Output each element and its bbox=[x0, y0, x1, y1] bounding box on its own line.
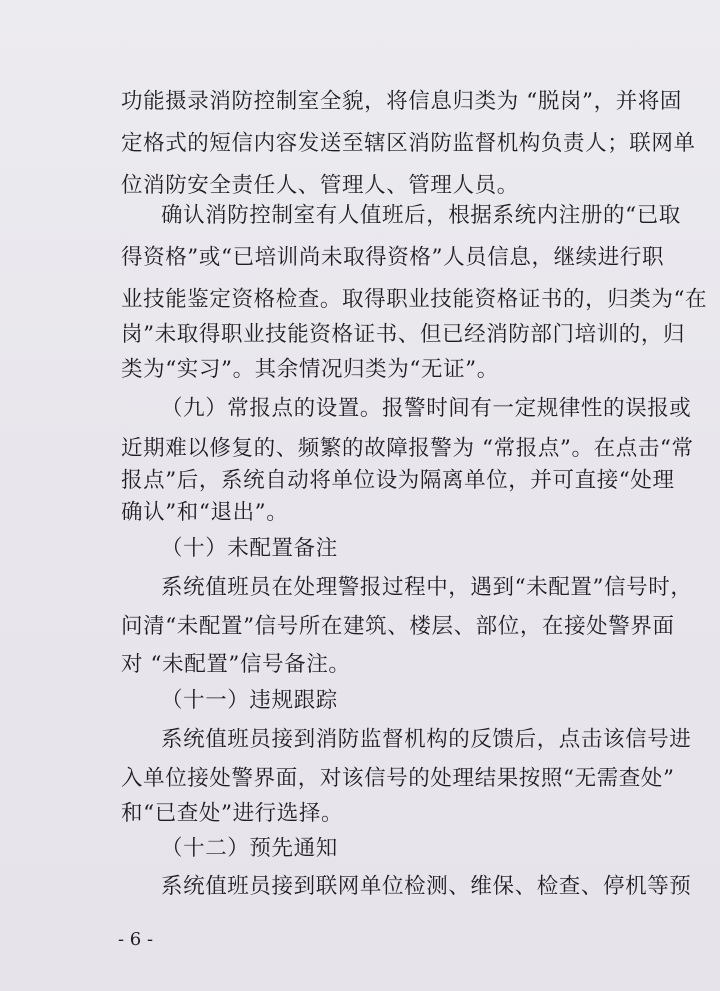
page-number: - 6 - bbox=[118, 929, 154, 950]
section-heading: （十一）违规跟踪 bbox=[161, 688, 338, 713]
text-line: 近期难以修复的、频繁的故障报警为 “常报点”。在点击“常 bbox=[121, 436, 694, 461]
text-line: 系统值班员接到联网单位检测、维保、检查、停机等预 bbox=[161, 874, 692, 899]
text-line: 功能摄录消防控制室全貌，将信息归类为 “脱岗”，并将固 bbox=[121, 89, 683, 114]
text-line: 位消防安全责任人、管理人、管理人员。 bbox=[121, 173, 519, 198]
text-line: 类为“实习”。其余情况归类为“无证”。 bbox=[121, 357, 499, 382]
text-line: 确认消防控制室有人值班后，根据系统内注册的“已取 bbox=[161, 203, 681, 228]
text-line: 得资格”或“已培训尚未取得资格”人员信息，继续进行职 bbox=[121, 245, 665, 270]
text-line: 业技能鉴定资格检查。取得职业技能资格证书的，归类为“在 bbox=[121, 287, 708, 312]
text-line: 系统值班员在处理警报过程中，遇到“未配置”信号时， bbox=[161, 575, 693, 600]
section-heading: （十）未配置备注 bbox=[161, 536, 338, 561]
text-line: 系统值班员接到消防监督机构的反馈后，点击该信号进 bbox=[161, 727, 692, 752]
text-line: 问清“未配置”信号所在建筑、楼层、部位，在接处警界面 bbox=[121, 614, 675, 639]
text-line: 确认”和“退出”。 bbox=[121, 500, 289, 525]
text-line: 和“已查处”进行选择。 bbox=[121, 801, 344, 826]
text-line: 岗”未取得职业技能资格证书、但已经消防部门培训的，归 bbox=[121, 322, 686, 347]
section-heading: （九）常报点的设置。报警时间有一定规律性的误报或 bbox=[161, 396, 692, 421]
text-line: 报点”后，系统自动将单位设为隔离单位，并可直接“处理 bbox=[121, 468, 675, 493]
text-line: 对 “未配置”信号备注。 bbox=[121, 652, 351, 677]
text-line: 定格式的短信内容发送至辖区消防监督机构负责人；联网单 bbox=[121, 131, 696, 156]
text-line: 入单位接处警界面，对该信号的处理结果按照“无需查处” bbox=[121, 766, 675, 791]
section-heading: （十二）预先通知 bbox=[161, 836, 338, 861]
